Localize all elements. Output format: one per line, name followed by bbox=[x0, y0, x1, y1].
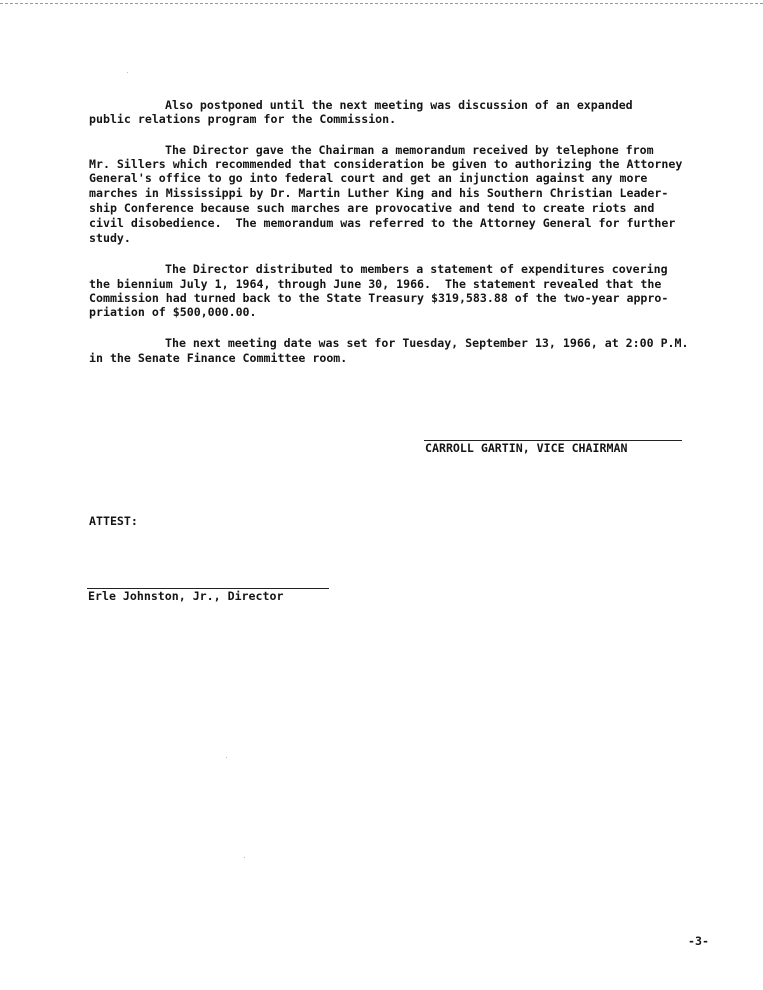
scan-speck bbox=[226, 757, 227, 758]
scan-speck bbox=[127, 72, 128, 73]
paragraph-line: The Director gave the Chairman a memorandum received by telephone from bbox=[165, 143, 654, 157]
page-number: -3- bbox=[688, 934, 709, 948]
paragraph-line: marches in Mississippi by Dr. Martin Luther King and his Southern Christian Leader- bbox=[89, 186, 669, 200]
paragraph-line: civil disobedience. The memorandum was referred to the Attorney General for further bbox=[89, 216, 676, 230]
scan-speck bbox=[244, 857, 245, 858]
paragraph-line: priation of $500,000.00. bbox=[89, 305, 257, 319]
paragraph-line: Mr. Sillers which recommended that consideration be given to authorizing the Attorney bbox=[89, 157, 683, 171]
paragraph-line: study. bbox=[89, 231, 131, 245]
vice-chairman-name: CARROLL GARTIN, VICE CHAIRMAN bbox=[425, 441, 628, 455]
paragraph-line: public relations program for the Commission. bbox=[89, 112, 397, 126]
director-name: Erle Johnston, Jr., Director bbox=[88, 589, 284, 603]
paragraph-line: General's office to go into federal court and get an injunction against any more bbox=[89, 171, 648, 185]
paragraph-line: ship Conference because such marches are provocative and tend to create riots and bbox=[89, 201, 655, 215]
paragraph-line: the biennium July 1, 1964, through June 30, 1966. The statement revealed that the bbox=[89, 277, 662, 291]
paragraph-line: The Director distributed to members a statement of expenditures covering bbox=[165, 262, 668, 276]
scan-edge-artifact bbox=[0, 3, 763, 4]
paragraph-line: Commission had turned back to the State Treasury $319,583.88 of the two-year appro- bbox=[89, 291, 669, 305]
paragraph-line: The next meeting date was set for Tuesday, September 13, 1966, at 2:00 P.M. bbox=[165, 336, 689, 350]
attest-label: ATTEST: bbox=[89, 514, 138, 528]
paragraph-line: in the Senate Finance Committee room. bbox=[89, 351, 348, 365]
paragraph-line: Also postponed until the next meeting was discussion of an expanded bbox=[165, 98, 633, 112]
